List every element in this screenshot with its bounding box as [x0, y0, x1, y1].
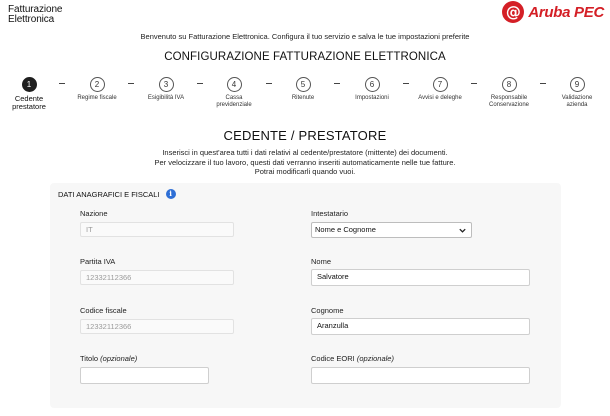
- page-title: CONFIGURAZIONE FATTURAZIONE ELETTRONICA: [164, 51, 446, 63]
- step-connector: [128, 83, 134, 84]
- logo-text: Aruba PEC: [528, 3, 604, 21]
- step-label: Responsabile Conservazione: [488, 95, 530, 108]
- anagrafica-card: [50, 183, 561, 408]
- partita-iva-label: Partita IVA: [80, 257, 116, 266]
- step-label: Impostazioni: [355, 95, 389, 101]
- step-connector: [540, 83, 546, 84]
- step-number: 4: [227, 77, 242, 92]
- step-avvisi-deleghe[interactable]: [400, 77, 480, 102]
- section-intro: [0, 148, 610, 177]
- step-connector: [266, 83, 272, 84]
- step-label: Cedente prestatore: [12, 94, 46, 111]
- step-connector: [197, 83, 203, 84]
- step-number: 2: [90, 77, 105, 92]
- titolo-input[interactable]: [80, 367, 209, 384]
- step-regime-fiscale[interactable]: [57, 77, 137, 102]
- step-validazione-azienda[interactable]: [537, 77, 610, 109]
- step-label: Regime fiscale: [77, 95, 117, 101]
- step-number: 5: [296, 77, 311, 92]
- step-cassa-previdenziale[interactable]: [194, 77, 274, 109]
- aruba-pec-logo[interactable]: [502, 1, 604, 23]
- card-title-text: DATI ANAGRAFICI E FISCALI: [58, 189, 160, 199]
- step-number: 6: [365, 77, 380, 92]
- nome-input[interactable]: Salvatore: [311, 269, 530, 286]
- intestatario-label: Intestatario: [311, 209, 349, 218]
- intestatario-selected: Nome e Cognome: [315, 225, 376, 234]
- info-icon[interactable]: i: [166, 189, 176, 199]
- step-label: Avvisi e deleghe: [418, 95, 462, 101]
- nome-label: Nome: [311, 257, 332, 266]
- at-sign-icon: @: [502, 1, 524, 23]
- intestatario-select[interactable]: [311, 222, 472, 238]
- card-title: [58, 189, 176, 199]
- codice-fiscale-field[interactable]: 12332112366: [80, 319, 234, 334]
- app-name-line2: Elettronica: [8, 14, 55, 25]
- step-number: 7: [433, 77, 448, 92]
- partita-iva-field[interactable]: 12332112366: [80, 270, 234, 285]
- step-number: 1: [22, 77, 37, 92]
- app-brand[interactable]: [8, 5, 62, 25]
- chevron-down-icon: [458, 226, 467, 235]
- step-label: Esigibilità IVA: [147, 95, 185, 101]
- intro-line: Potrai modificarli quando vuoi.: [254, 167, 356, 176]
- codice-eori-input[interactable]: [311, 367, 530, 384]
- step-connector: [59, 83, 65, 84]
- step-ritenute[interactable]: [263, 77, 343, 102]
- cognome-input[interactable]: Aranzulla: [311, 318, 530, 335]
- cognome-label: Cognome: [311, 306, 344, 315]
- step-connector: [403, 83, 409, 84]
- app-name-line1: Fatturazione: [8, 4, 63, 15]
- codice-fiscale-label: Codice fiscale: [80, 306, 127, 315]
- step-connector: [471, 83, 477, 84]
- step-number: 3: [159, 77, 174, 92]
- step-label: Cassa previdenziale: [216, 95, 252, 108]
- codice-eori-label: Codice EORI (opzionale): [311, 354, 394, 363]
- welcome-message: Benvenuto su Fatturazione Elettronica. Configura il tuo servizio e salva le tue impostazioni preferite: [140, 32, 470, 41]
- wizard-steps: [0, 77, 610, 117]
- step-connector: [334, 83, 340, 84]
- step-number: 8: [502, 77, 517, 92]
- step-label: Ritenute: [291, 95, 315, 101]
- section-title: CEDENTE / PRESTATORE: [223, 128, 387, 143]
- titolo-label: Titolo (opzionale): [80, 354, 138, 363]
- nazione-label: Nazione: [80, 209, 108, 218]
- intro-line: Inserisci in quest'area tutti i dati relativi al cedente/prestatore (mittente) dei documenti.: [162, 148, 448, 157]
- step-number: 9: [570, 77, 585, 92]
- step-label: Validazione azienda: [561, 95, 593, 108]
- intro-line: Per velocizzare il tuo lavoro, questi dati verranno inseriti automaticamente nelle tue fatture.: [154, 157, 456, 167]
- nazione-field[interactable]: IT: [80, 222, 234, 237]
